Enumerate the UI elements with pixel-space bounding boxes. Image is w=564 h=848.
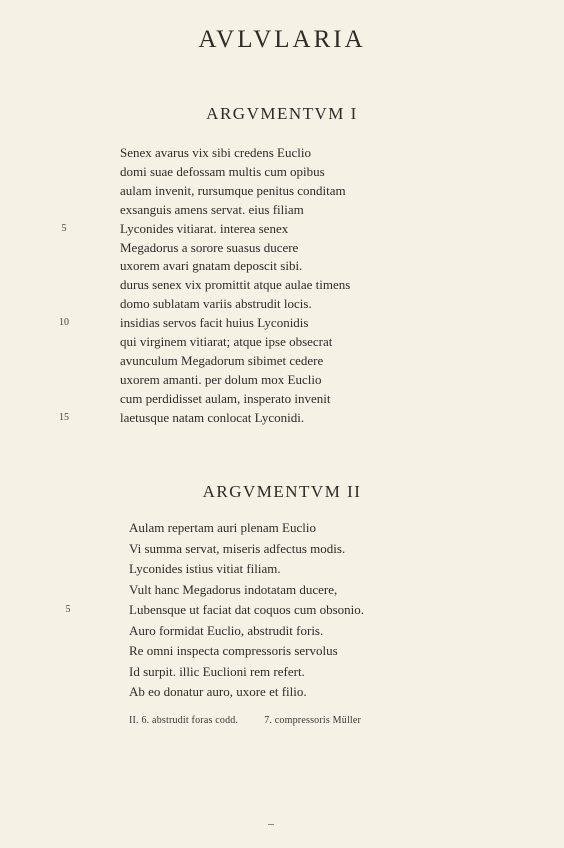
line-number: 15 (59, 411, 69, 423)
verse-line: domo sublatam variis abstrudit locis. (120, 296, 312, 312)
footnote-right: 7. compressoris Müller (264, 715, 362, 726)
line-number: 5 (65, 604, 71, 615)
verse-line: domi suae defossam multis cum opibus (120, 163, 325, 179)
footnote (129, 715, 361, 726)
verse-line: uxorem avari gnatam deposcit sibi. (120, 258, 303, 274)
verse-line: Megadorus a sorore suasus ducere (120, 239, 299, 255)
page-mark (268, 824, 274, 825)
verse-line: Vult hanc Megadorus indotatam ducere, (129, 581, 338, 597)
verse-line: qui virginem vitiarat; atque ipse obsecrat (120, 334, 333, 349)
footnote-left: II. 6. abstrudit foras codd. (129, 715, 239, 726)
verse-line: durus senex vix promittit atque aulae timens (120, 277, 351, 293)
verse-line: Ab eo donatur auro, uxore et filio. (129, 684, 307, 699)
line-number: 5 (61, 222, 67, 234)
verse-line: Aulam repertam auri plenam Euclio (129, 520, 316, 535)
verse-line: uxorem amanti. per dolum mox Euclio (120, 371, 322, 387)
verse-line: Lubensque ut faciat dat coquos cum obsonio. (129, 602, 365, 617)
verse-line: Auro formidat Euclio, abstrudit foris. (129, 622, 324, 638)
page-title: AVLVLARIA (198, 26, 366, 53)
verse-line: cum perdidisset aulam, insperato invenit (120, 390, 331, 406)
argument-1-heading: ARGVMENTVM I (206, 104, 358, 123)
verse-line: insidias servos facit huius Lyconidis (120, 315, 309, 331)
verse-line: aulam invenit, rursumque penitus conditam (120, 182, 346, 198)
verse-line: Vi summa servat, miseris adfectus modis. (129, 540, 346, 556)
verse-line: laetusque natam conlocat Lyconidi. (120, 409, 305, 425)
verse-line: Id surpit. illic Euclioni rem refert. (129, 663, 305, 679)
verse-line: Lyconides istius vitiat filiam. (129, 561, 281, 576)
verse-line: exsanguis amens servat. eius filiam (120, 201, 304, 217)
line-number: 10 (59, 317, 69, 329)
verse-line: avunculum Megadorum sibimet cedere (120, 352, 324, 368)
verse-line: Re omni inspecta compressoris servolus (129, 643, 338, 658)
verse-line: Lyconides vitiarat. interea senex (120, 220, 289, 236)
verse-line: Senex avarus vix sibi credens Euclio (120, 145, 311, 160)
argument-2-heading: ARGVMENTVM II (202, 482, 362, 501)
